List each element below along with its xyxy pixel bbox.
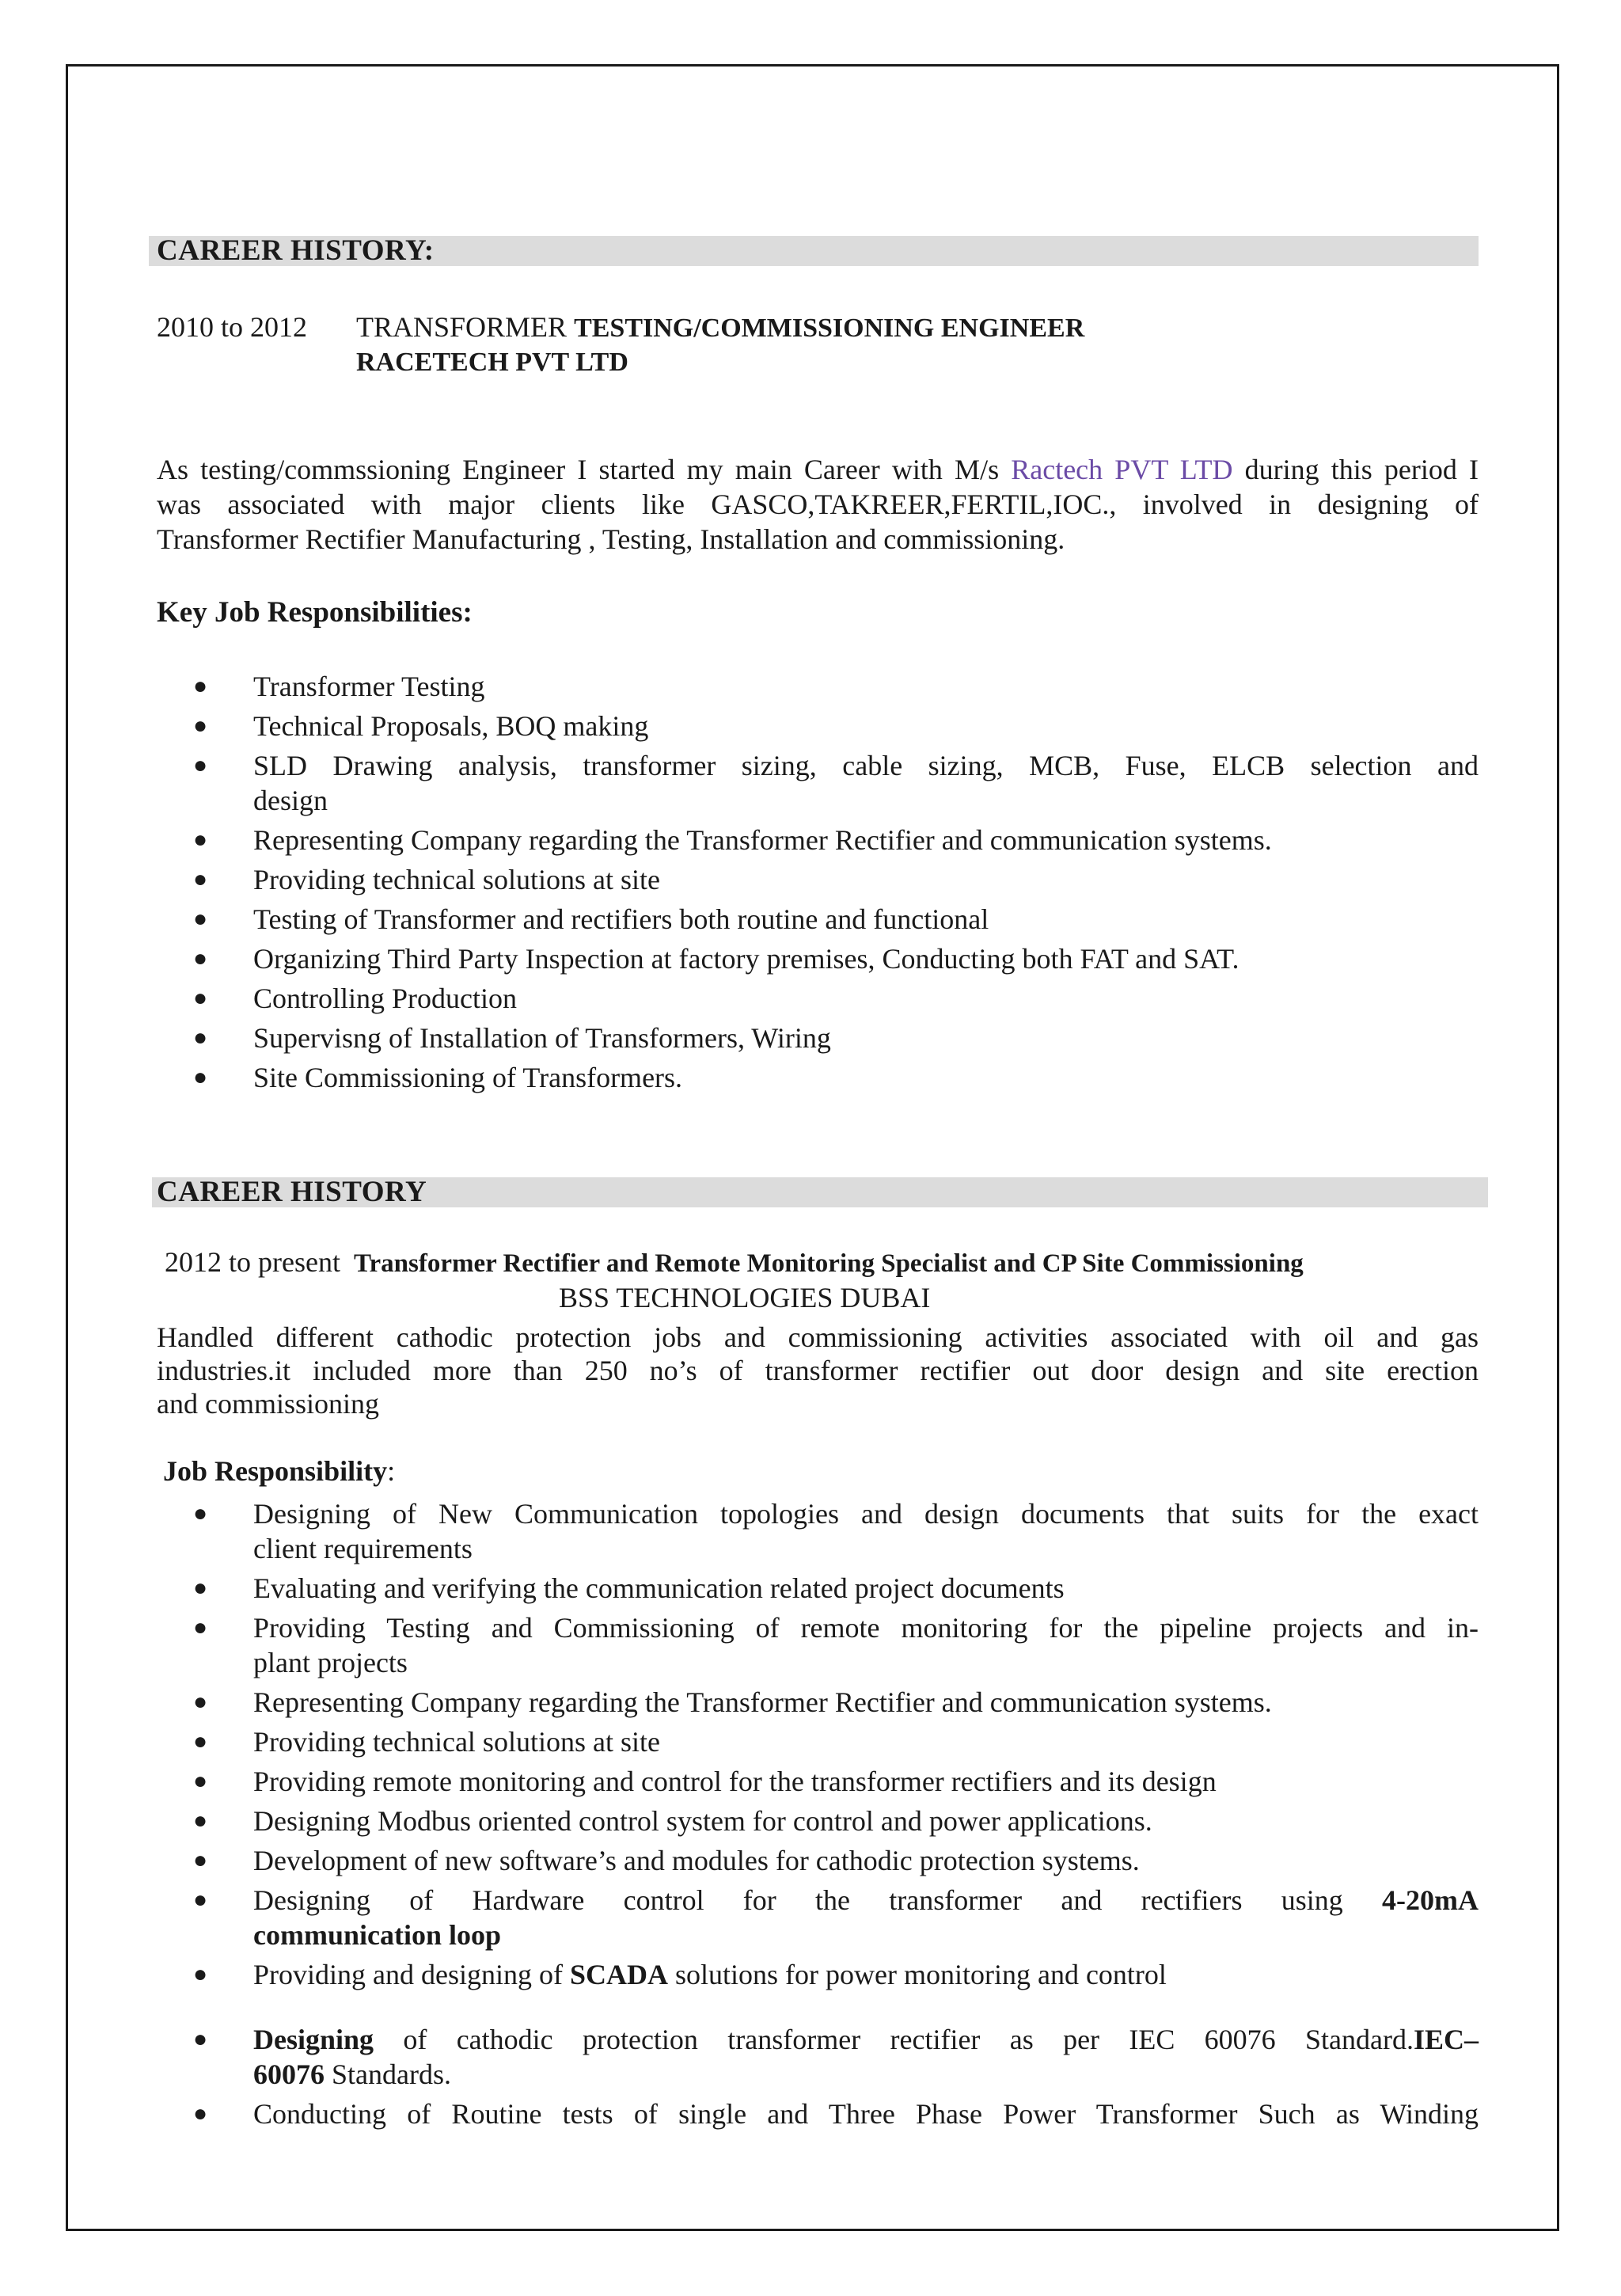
- bullet-icon: ●: [193, 2026, 208, 2052]
- list-item: [158, 669, 1479, 704]
- list-item: [158, 823, 1479, 857]
- job-title: Transformer Rectifier and Remote Monitoring Specialist and CP Site Commissioning: [353, 1249, 1304, 1278]
- bullet-icon: ●: [193, 906, 208, 932]
- summary-text: during this period I: [1244, 454, 1479, 485]
- list-item-text: Development of new software’s and modules for cathodic protection systems.: [253, 1845, 1140, 1876]
- list-item-text: Supervisng of Installation of Transformers, Wiring: [253, 1022, 831, 1054]
- bullet-icon: ●: [193, 1575, 208, 1601]
- list-item-text: Site Commissioning of Transformers.: [253, 1062, 683, 1093]
- list-item: [158, 709, 1479, 743]
- employment-period: 2010 to 2012: [157, 311, 308, 343]
- job-title: [356, 310, 1084, 346]
- subheading: [163, 1454, 395, 1488]
- list-item: [158, 862, 1479, 897]
- list-item-text: Providing remote monitoring and control for the transformer rectifiers and its design: [253, 1766, 1217, 1797]
- list-item-text: Controlling Production: [253, 983, 517, 1014]
- bullet-icon: ●: [193, 713, 208, 739]
- summary-line: Handled different cathodic protection jobs and commissioning activities associated with oil and gas: [157, 1321, 1479, 1353]
- list-item-emphasis: communication loop: [253, 1919, 502, 1951]
- bullet-icon: ●: [193, 1614, 208, 1640]
- list-item-emphasis: Designing: [253, 2024, 374, 2055]
- list-item: [158, 1804, 1479, 1838]
- list-item: [158, 1883, 1479, 1952]
- list-item: [158, 2096, 1479, 2131]
- list-item: [158, 902, 1479, 937]
- list-item-text: Evaluating and verifying the communication related project documents: [253, 1572, 1065, 1604]
- bullet-icon: ●: [193, 1024, 208, 1051]
- list-item-emphasis: 60076: [253, 2058, 325, 2090]
- list-item-emphasis: SCADA: [569, 1959, 668, 1990]
- subheading: Key Job Responsibilities:: [157, 596, 473, 629]
- list-item-text: of cathodic protection transformer rectifier as per IEC 60076 Standard.: [403, 2024, 1414, 2055]
- list-item: [158, 1764, 1479, 1799]
- list-item: [158, 2022, 1479, 2092]
- bullet-icon: ●: [193, 2100, 208, 2127]
- list-item: [158, 941, 1479, 976]
- list-item-text: Providing technical solutions at site: [253, 864, 660, 895]
- job-title-prefix: TRANSFORMER: [356, 311, 568, 343]
- section-heading: CAREER HISTORY: [157, 1176, 427, 1208]
- list-item-emphasis: 4-20mA: [1382, 1884, 1479, 1916]
- list-item-text: Technical Proposals, BOQ making: [253, 710, 649, 742]
- list-item-text: Testing of Transformer and rectifiers both routine and functional: [253, 903, 989, 935]
- bullet-icon: ●: [193, 1847, 208, 1873]
- summary-line: and commissioning: [157, 1388, 379, 1420]
- list-item-text: Designing of Hardware control for the transformer and rectifiers using: [253, 1884, 1343, 1916]
- bullet-icon: ●: [193, 1808, 208, 1834]
- bullet-icon: ●: [193, 1961, 208, 1987]
- list-item: [158, 1060, 1479, 1095]
- company-name: BSS TECHNOLOGIES DUBAI: [559, 1282, 931, 1313]
- company-name: RACETECH PVT LTD: [356, 348, 628, 377]
- bullet-icon: ●: [193, 673, 208, 699]
- list-item-text: Providing technical solutions at site: [253, 1726, 660, 1758]
- list-item: [158, 1724, 1479, 1759]
- list-item-text: design: [253, 785, 328, 816]
- list-item-text: Designing Modbus oriented control system for control and power applications.: [253, 1805, 1152, 1837]
- bullet-icon: ●: [193, 985, 208, 1011]
- employment-line: [165, 1245, 1304, 1281]
- responsibility-list: [158, 669, 1479, 1095]
- summary-line: industries.it included more than 250 no’s of transformer rectifier out door design and site erection: [157, 1355, 1479, 1386]
- subheading-colon: :: [387, 1455, 396, 1487]
- bullet-icon: ●: [193, 1728, 208, 1754]
- bullet-icon: ●: [193, 1768, 208, 1794]
- list-item: [158, 1021, 1479, 1055]
- summary-line: [157, 452, 1479, 487]
- summary-line: was associated with major clients like GASCO,TAKREER,FERTIL,IOC., involved in designing of: [157, 488, 1479, 520]
- bullet-icon: ●: [193, 866, 208, 892]
- list-item-text: client requirements: [253, 1533, 473, 1564]
- list-item: [158, 1496, 1479, 1566]
- list-item: [158, 1843, 1479, 1878]
- list-item-text: Providing and designing of: [253, 1959, 563, 1990]
- bullet-icon: ●: [193, 1500, 208, 1526]
- list-item-text: SLD Drawing analysis, transformer sizing, cable sizing, MCB, Fuse, ELCB selection and: [253, 750, 1479, 781]
- list-item: [158, 1610, 1479, 1680]
- list-item: [158, 1571, 1479, 1606]
- list-item-text: plant projects: [253, 1647, 408, 1678]
- bullet-icon: ●: [193, 827, 208, 853]
- responsibility-list: [158, 1496, 1479, 2131]
- list-item: [158, 1685, 1479, 1720]
- list-item: [158, 1957, 1479, 1992]
- list-item-text: Organizing Third Party Inspection at factory premises, Conducting both FAT and SAT.: [253, 943, 1239, 975]
- list-item-text: Designing of New Communication topologies and design documents that suits for the exact: [253, 1498, 1479, 1530]
- list-item-text: solutions for power monitoring and control: [675, 1959, 1167, 1990]
- summary-paragraph: [157, 452, 1479, 557]
- bullet-icon: ●: [193, 1064, 208, 1090]
- summary-text: As testing/commssioning Engineer I started my main Career with M/s: [157, 454, 1000, 485]
- bullet-icon: ●: [193, 752, 208, 778]
- list-item: [158, 748, 1479, 818]
- job-title-main: TESTING/COMMISSIONING ENGINEER: [574, 314, 1085, 343]
- summary-line: Transformer Rectifier Manufacturing , Testing, Installation and commissioning.: [157, 523, 1065, 555]
- list-item-text: Representing Company regarding the Transformer Rectifier and communication systems.: [253, 824, 1272, 856]
- list-item: [158, 981, 1479, 1016]
- list-item-text: Transformer Testing: [253, 671, 485, 702]
- list-item-text: Representing Company regarding the Transformer Rectifier and communication systems.: [253, 1686, 1272, 1718]
- section-heading: CAREER HISTORY:: [157, 234, 435, 267]
- employment-period: 2012 to present: [165, 1246, 340, 1278]
- list-item-text: Providing Testing and Commissioning of remote monitoring for the pipeline projects and in-: [253, 1612, 1479, 1644]
- bullet-icon: ●: [193, 1689, 208, 1715]
- subheading-text: Job Responsibility: [163, 1455, 388, 1487]
- summary-paragraph: [157, 1321, 1479, 1420]
- list-item-text: Standards.: [332, 2058, 451, 2090]
- list-item-emphasis: IEC–: [1413, 2024, 1479, 2055]
- company-link[interactable]: Ractech PVT LTD: [1011, 454, 1233, 485]
- list-item-text: Conducting of Routine tests of single and Three Phase Power Transformer Such as Winding: [253, 2098, 1479, 2130]
- bullet-icon: ●: [193, 1887, 208, 1913]
- bullet-icon: ●: [193, 945, 208, 971]
